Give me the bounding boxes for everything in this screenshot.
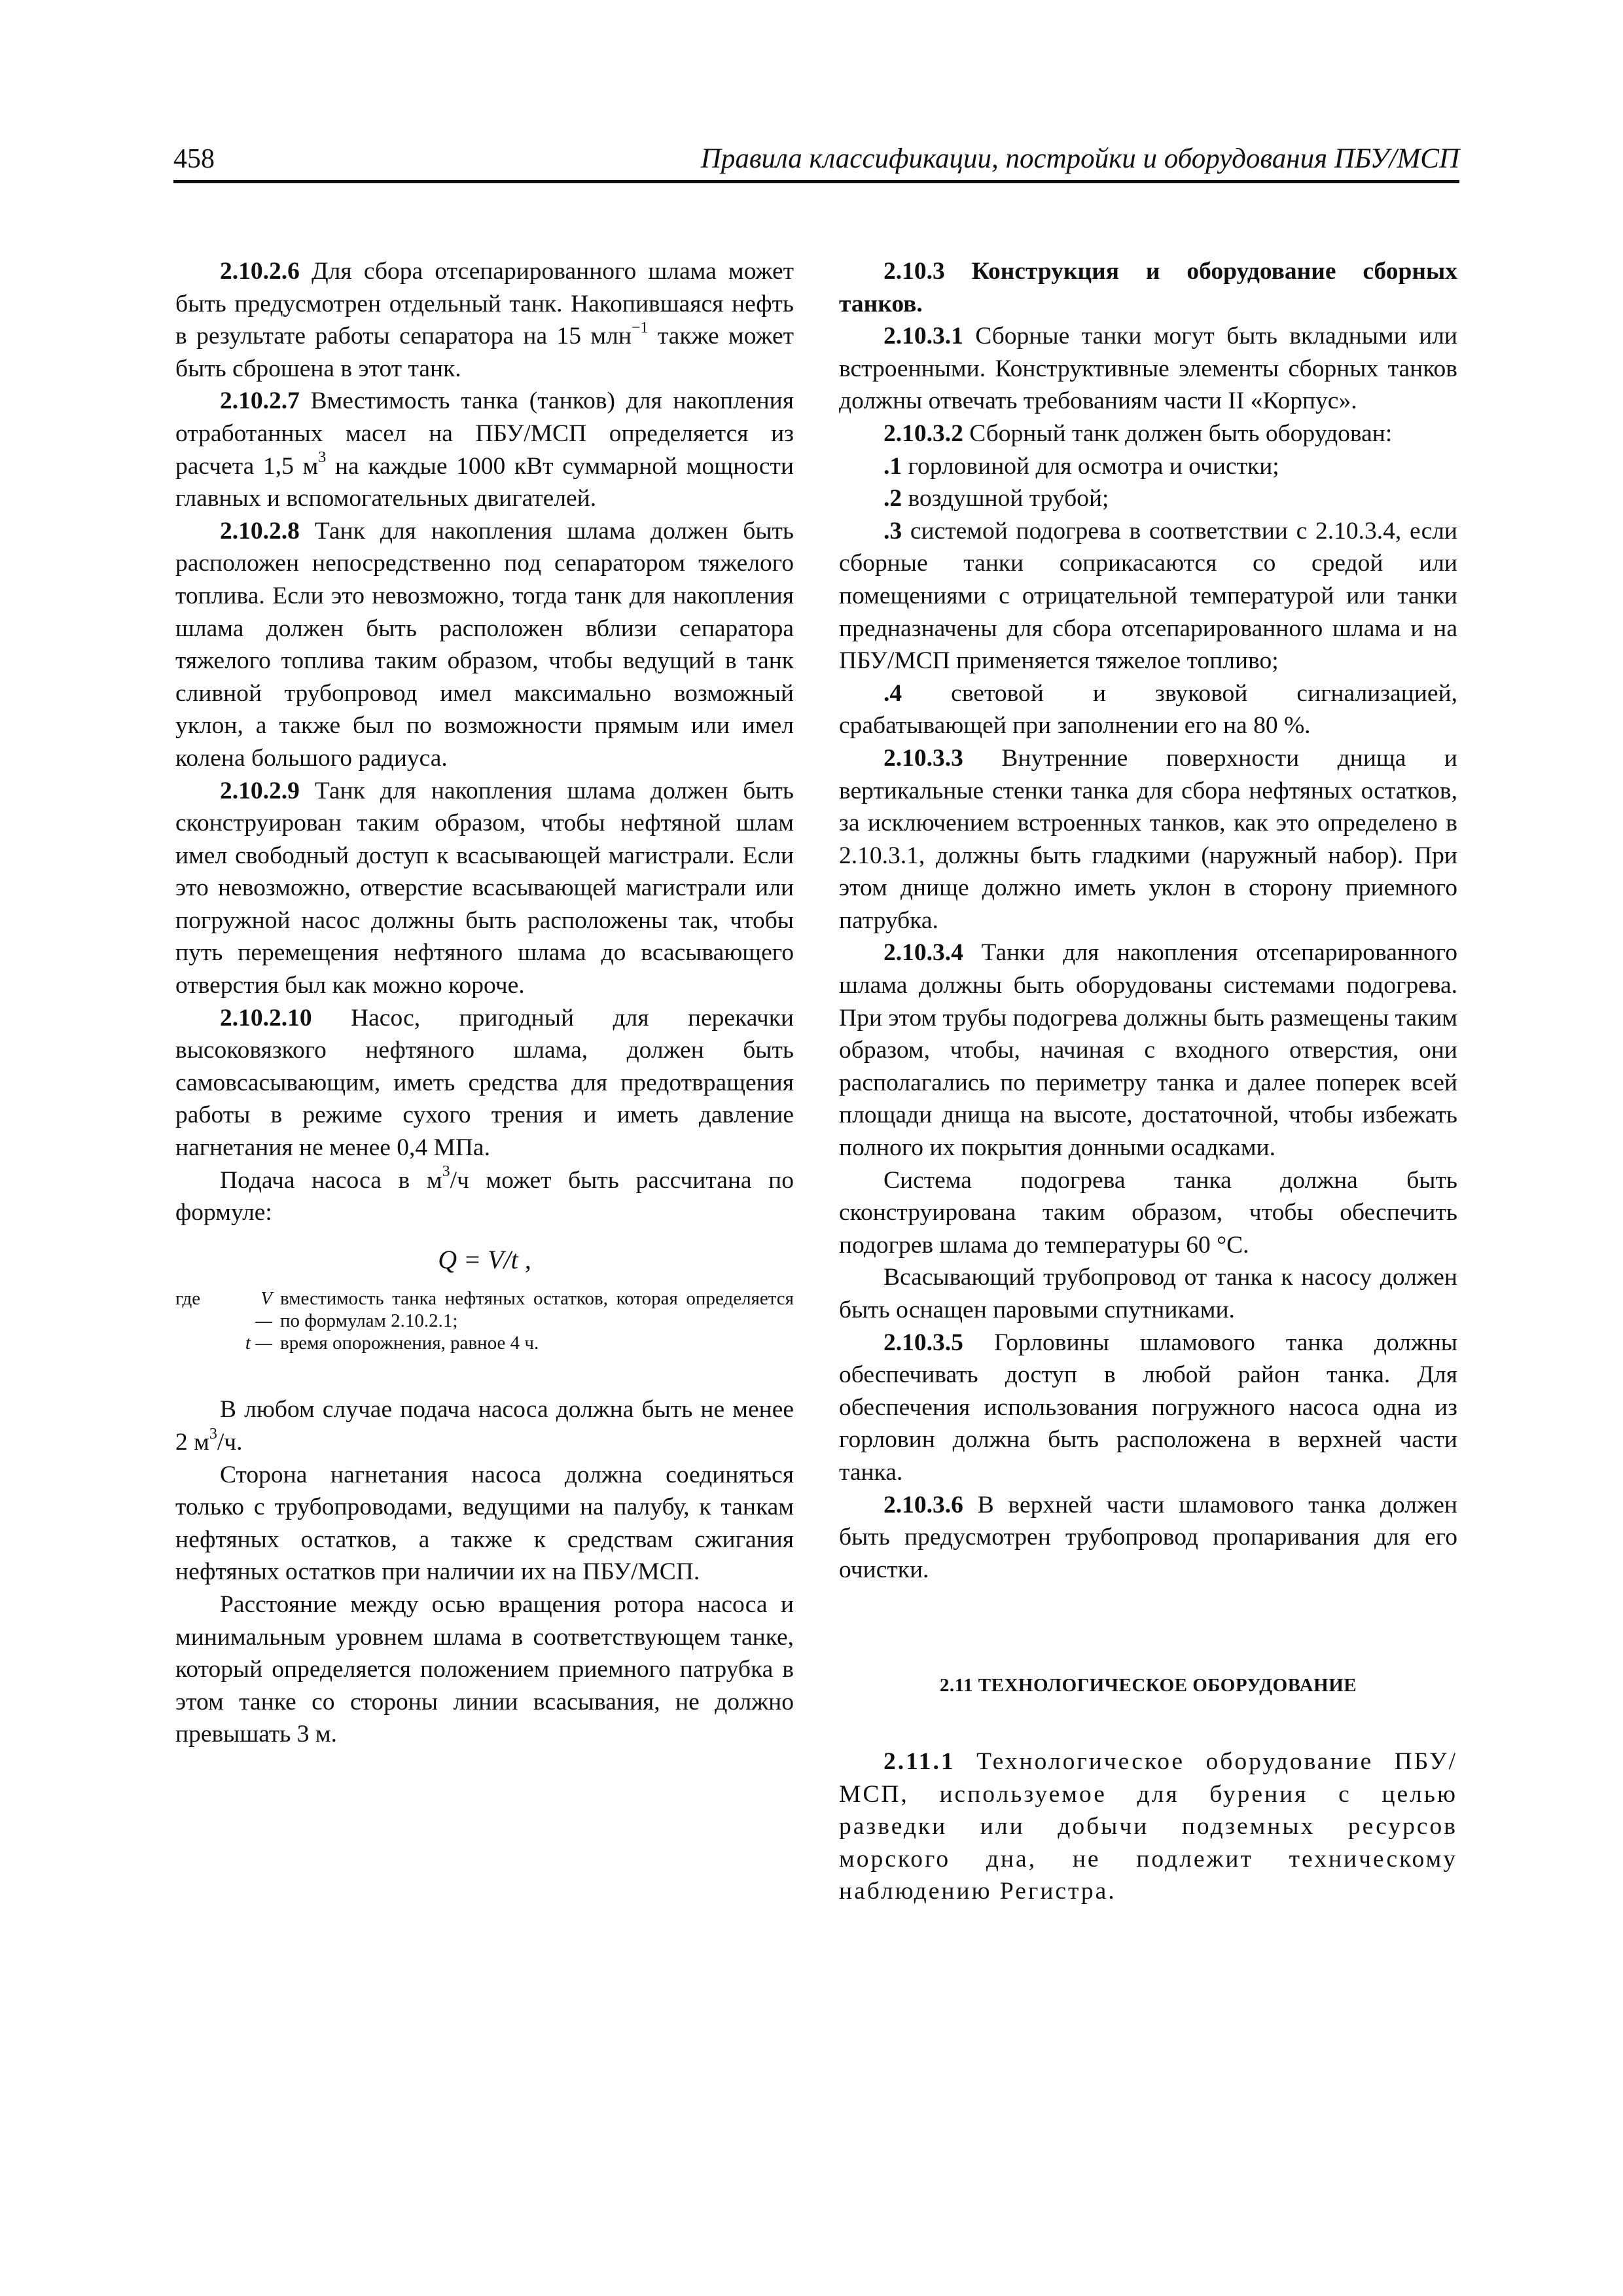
- paragraph-2-10-3-1: [839, 320, 1457, 418]
- formula-legend: [175, 1287, 794, 1354]
- paragraph-text: В верхней части шламового танка должен быть предусмотрен трубопровод пропаривания для его очистки.: [839, 1491, 1457, 1583]
- paragraph-rotor-distance: [175, 1588, 794, 1751]
- clause-number: 2.10.3.6: [883, 1491, 963, 1518]
- legend-symbol: V —: [255, 1288, 272, 1332]
- clause-number: 2.10.3.3: [883, 744, 963, 772]
- legend-row-v: [175, 1287, 794, 1332]
- superscript: −1: [631, 319, 649, 336]
- paragraph-2-10-3-3: [839, 742, 1457, 937]
- item-text: воздушной трубой;: [902, 485, 1109, 512]
- subsection-heading: 2.10.3 Конструкция и оборудование сборных танков.: [839, 258, 1457, 317]
- paragraph-text: Насос, пригодный для перекачки высоковязкого нефтяного шлама, должен быть самовсасывающим, иметь средства для предотвращения работы в режиме сухого трения и иметь давление нагнетания не менее 0,4 МПа.: [175, 1004, 794, 1162]
- paragraph-2-10-2-10: [175, 1002, 794, 1164]
- clause-number: 2.10.2.9: [220, 777, 300, 804]
- paragraph-2-10-3-5: [839, 1327, 1457, 1489]
- paragraph-2-10-2-8: [175, 515, 794, 775]
- paragraph-suction-pipe: [839, 1261, 1457, 1326]
- paragraph-text: Система подогрева танка должна быть сконструирована таким образом, чтобы обеспечить подогрев шлама до температуры 60 °С.: [839, 1166, 1457, 1259]
- paragraph-text: Танки для накопления отсепарированного шлама должны быть оборудованы системами подогрева. При этом трубы подогрева должны быть размещены таким образом, чтобы, начиная с входного отверстия, они располагались по периметру танка и далее поперек всей площади днища на высоте, достаточной, чтобы избежать полного их покрытия донными осадками.: [839, 939, 1457, 1162]
- paragraph-2-10-2-6: [175, 255, 794, 385]
- paragraph-text: Технологическое оборудование ПБУ/МСП, используемое для бурения с целью разведки или добычи подземных ресурсов морского дна, не подлежит техническому наблюдению Регистра.: [839, 1748, 1457, 1905]
- paragraph-text: Сборный танк должен быть оборудован:: [963, 420, 1393, 447]
- paragraph-2-11-1: [839, 1746, 1457, 1908]
- clause-number: 2.10.3.1: [883, 323, 963, 350]
- paragraph-2-10-2-7: [175, 385, 794, 514]
- section-title-2-11: 2.11 ТЕХНОЛОГИЧЕСКОЕ ОБОРУДОВАНИЕ: [939, 1675, 1357, 1696]
- clause-number: 2.10.2.10: [220, 1004, 312, 1031]
- paragraph-text: Для сбора отсепарированного шлама может быть предусмотрен отдельный танк. Накопившаяся нефть в результате работы сепаратора на 15 млн: [175, 258, 794, 350]
- legend-symbol: t —: [245, 1333, 272, 1354]
- paragraph-text: Горловины шламового танка должны обеспечивать доступ в любой район танка. Для обеспечения использования погружного насоса одна из горловин должна быть расположена в верхней части танка.: [839, 1329, 1457, 1486]
- clause-number: 2.11.1: [883, 1748, 955, 1775]
- paragraph-text: Подача насоса в м: [220, 1166, 442, 1194]
- paragraph-min-capacity: [175, 1393, 794, 1458]
- item-number: .3: [883, 517, 902, 545]
- paragraph-text: Вместимость танка (танков) для накопления отработанных масел на ПБУ/МСП определяется из расчета 1,5 м: [175, 387, 794, 480]
- formula: Q = V/t ,: [438, 1244, 531, 1274]
- paragraph-2-10-3-4: [839, 937, 1457, 1164]
- list-item-4: [839, 677, 1457, 742]
- paragraph-text: Всасывающий трубопровод от танка к насосу должен быть оснащен паровыми спутниками.: [839, 1264, 1457, 1323]
- page-header: [173, 134, 1459, 183]
- legend-label: где: [175, 1288, 201, 1310]
- paragraph-text: Сторона нагнетания насоса должна соединяться только с трубопроводами, ведущими на палубу, к танкам нефтяных остатков, а также к средствам сжигания нефтяных остатков при наличии их на ПБУ/МСП.: [175, 1461, 794, 1586]
- superscript: 3: [318, 449, 327, 467]
- right-column: [839, 255, 1457, 1908]
- legend-text: время опорожнения, равное 4 ч.: [280, 1333, 539, 1354]
- paragraph-2-10-3-6: [839, 1489, 1457, 1587]
- paragraph-2-10-2-9: [175, 775, 794, 1002]
- running-title: Правила классификации, постройки и оборудования ПБУ/МСП: [700, 143, 1459, 174]
- clause-number: 2.10.3.4: [883, 939, 963, 967]
- item-number: .2: [883, 485, 902, 512]
- page-number: 458: [173, 144, 215, 174]
- legend-spacer: [175, 1332, 240, 1354]
- paragraph-text: Внутренние поверхности днища и вертикальные стенки танка для сбора нефтяных остатков, за исключением встроенных танков, как это определено в 2.10.3.1, должны быть гладкими (наружный набор). При этом днище должно иметь уклон в сторону приемного патрубка.: [839, 744, 1457, 934]
- paragraph-text: Танк для накопления шлама должен быть сконструирован таким образом, чтобы нефтяной шлам имел свободный доступ к всасывающей магистрали. Если это невозможно, отверстие всасывающей магистрали или погружной насос должны быть расположены так, чтобы путь перемещения нефтяного шлама до всасывающего отверстия был как можно короче.: [175, 777, 794, 999]
- paragraph-2-10-3-2: [839, 418, 1457, 450]
- clause-number: 2.10.2.8: [220, 517, 300, 545]
- clause-number: 2.10.3.2: [883, 420, 963, 447]
- clause-number: 2.10.2.6: [220, 258, 300, 285]
- heading-2-10-3: [839, 255, 1457, 320]
- list-item-1: [839, 450, 1457, 483]
- item-number: .4: [883, 679, 902, 707]
- item-text: световой и звуковой сигнализацией, срабатывающей при заполнении его на 80 %.: [839, 679, 1457, 740]
- paragraph-text: на каждые 1000 кВт суммарной мощности главных и вспомогательных двигателей.: [175, 452, 794, 512]
- paragraph-text: /ч может быть рассчитана по формуле:: [175, 1166, 794, 1227]
- paragraph-text: Танк для накопления шлама должен быть расположен непосредственно под сепаратором тяжелого топлива. Если это невозможно, тогда танк для накопления шлама должен быть расположен вблизи сепаратора тяжелого топлива таким образом, чтобы ведущий в танк сливной трубопровод имел максимально возможный уклон, а также был по возможности прямым или имел колена большого радиуса.: [175, 517, 794, 772]
- item-number: .1: [883, 452, 902, 480]
- paragraph-text: Расстояние между осью вращения ротора насоса и минимальным уровнем шлама в соответствующем танке, который определяется положением приемного патрубка в этом танке со стороны линии всасывания, не должно превышать 3 м.: [175, 1590, 794, 1748]
- list-item-2: [839, 482, 1457, 515]
- paragraph-pump-capacity: [175, 1164, 794, 1229]
- clause-number: 2.10.3.5: [883, 1329, 963, 1356]
- paragraph-text: В любом случае подача насоса должна быть не менее 2 м: [175, 1396, 794, 1456]
- superscript: 3: [442, 1163, 450, 1181]
- item-text: горловиной для осмотра и очистки;: [902, 452, 1279, 480]
- superscript: 3: [209, 1425, 217, 1443]
- list-item-3: [839, 515, 1457, 677]
- paragraph-text: /ч.: [217, 1429, 243, 1456]
- left-column: [175, 255, 794, 1751]
- clause-number: 2.10.2.7: [220, 387, 300, 415]
- item-text: системой подогрева в соответствии с 2.10.3.4, если сборные танки соприкасаются со средой или помещениями с отрицательной температурой или танки предназначены для сбора отсепарированного шлама и на ПБУ/МСП применяется тяжелое топливо;: [839, 517, 1457, 675]
- legend-row-t: [175, 1332, 794, 1354]
- paragraph-text: также может быть сброшена в этот танк.: [175, 323, 794, 382]
- paragraph-discharge-side: [175, 1459, 794, 1588]
- paragraph-heating-system: [839, 1164, 1457, 1262]
- legend-text: вместимость танка нефтяных остатков, которая определяется по формулам 2.10.2.1;: [280, 1288, 794, 1332]
- paragraph-text: Сборные танки могут быть вкладными или встроенными. Конструктивные элементы сборных танков должны отвечать требованиям части II «Корпус».: [839, 323, 1457, 415]
